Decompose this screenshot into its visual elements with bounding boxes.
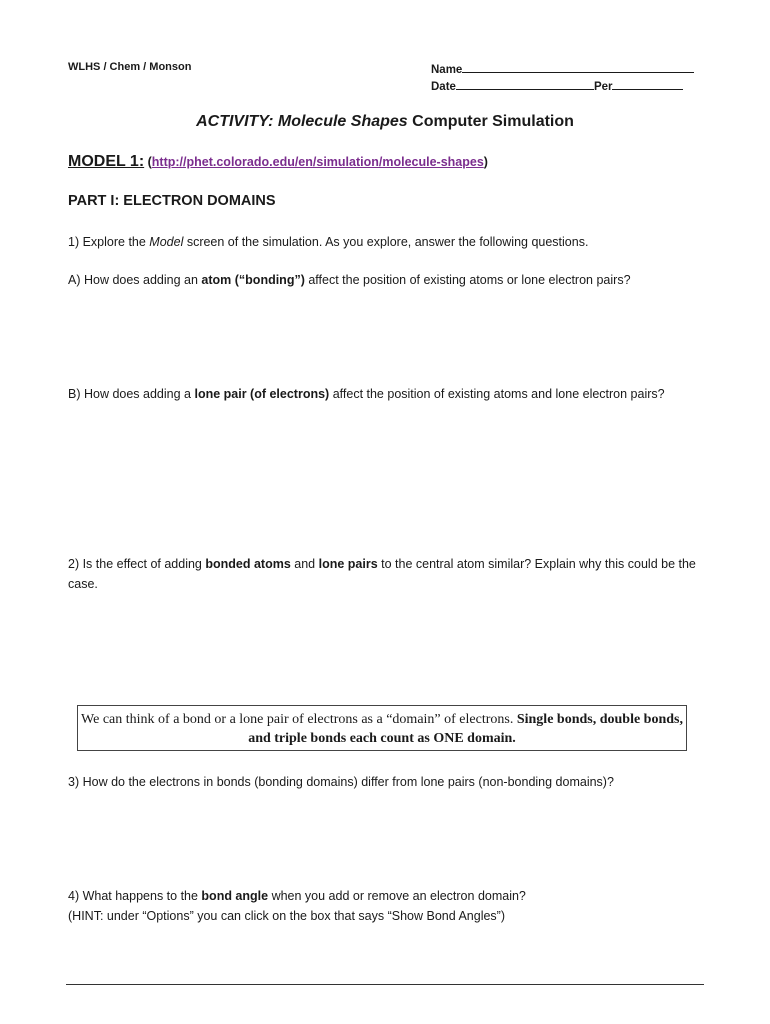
- name-line: [431, 61, 694, 76]
- model-close-paren: ): [483, 155, 488, 169]
- q2-text-a: 2) Is the effect of adding: [68, 557, 206, 571]
- qb-text-a: B) How does adding a: [68, 387, 195, 401]
- q4-text-a: 4) What happens to the: [68, 889, 202, 903]
- date-label: Date: [431, 81, 456, 93]
- q4-text-c: when you add or remove an electron domain?: [268, 889, 526, 903]
- q1-text-a: 1) Explore the: [68, 235, 150, 249]
- page-title: [0, 113, 770, 131]
- qb-bold: lone pair (of electrons): [194, 387, 330, 401]
- course-header: WLHS / Chem / Monson: [68, 61, 192, 73]
- callout-text: We can think of a bond or a lone pair of electrons as a “domain” of electrons.: [81, 712, 517, 727]
- title-prefix: ACTIVITY:: [196, 113, 278, 130]
- simulation-link[interactable]: http://phet.colorado.edu/en/simulation/molecule-shapes: [151, 155, 484, 169]
- question-4: [68, 886, 698, 926]
- question-2: [68, 554, 698, 594]
- name-blank[interactable]: [462, 61, 694, 73]
- q4-bold: bond angle: [201, 889, 269, 903]
- qb-text-c: affect the position of existing atoms and lone electron pairs?: [329, 387, 665, 401]
- q2-bold-d: lone pairs: [318, 557, 378, 571]
- part-heading: PART I: ELECTRON DOMAINS: [68, 193, 276, 209]
- question-a: [68, 270, 698, 290]
- title-suffix: Computer Simulation: [407, 113, 574, 130]
- domain-callout-box: [77, 705, 687, 751]
- per-blank[interactable]: [612, 78, 683, 90]
- qa-bold: atom (“bonding”): [201, 273, 305, 287]
- model-heading: [68, 153, 488, 171]
- q2-text-c: and: [290, 557, 319, 571]
- name-label: Name: [431, 64, 463, 76]
- q1-italic: Model: [149, 235, 184, 249]
- model-open-paren: (: [144, 155, 152, 169]
- question-b: [68, 384, 698, 404]
- q4-hint: (HINT: under “Options” you can click on the box that says “Show Bond Angles”): [68, 909, 506, 923]
- per-label: Per: [593, 81, 613, 93]
- qa-text-c: affect the position of existing atoms or lone electron pairs?: [304, 273, 631, 287]
- qa-text-a: A) How does adding an: [68, 273, 202, 287]
- date-blank[interactable]: [456, 78, 594, 90]
- title-italic: Molecule Shapes: [277, 113, 408, 130]
- question-1: [68, 232, 698, 252]
- question-3: 3) How do the electrons in bonds (bonding domains) differ from lone pairs (non-bonding domains)?: [68, 775, 614, 789]
- q2-bold-b: bonded atoms: [205, 557, 291, 571]
- date-per-line: [431, 78, 683, 93]
- q2-text-e: to the central atom similar? Explain why this could be the case.: [68, 557, 696, 591]
- q1-text-b: screen of the simulation. As you explore, answer the following questions.: [183, 235, 589, 249]
- footer-rule: [66, 984, 704, 985]
- callout-bold: Single bonds, double bonds, and triple bonds each count as ONE domain.: [248, 712, 683, 746]
- model-label: MODEL 1:: [68, 153, 145, 170]
